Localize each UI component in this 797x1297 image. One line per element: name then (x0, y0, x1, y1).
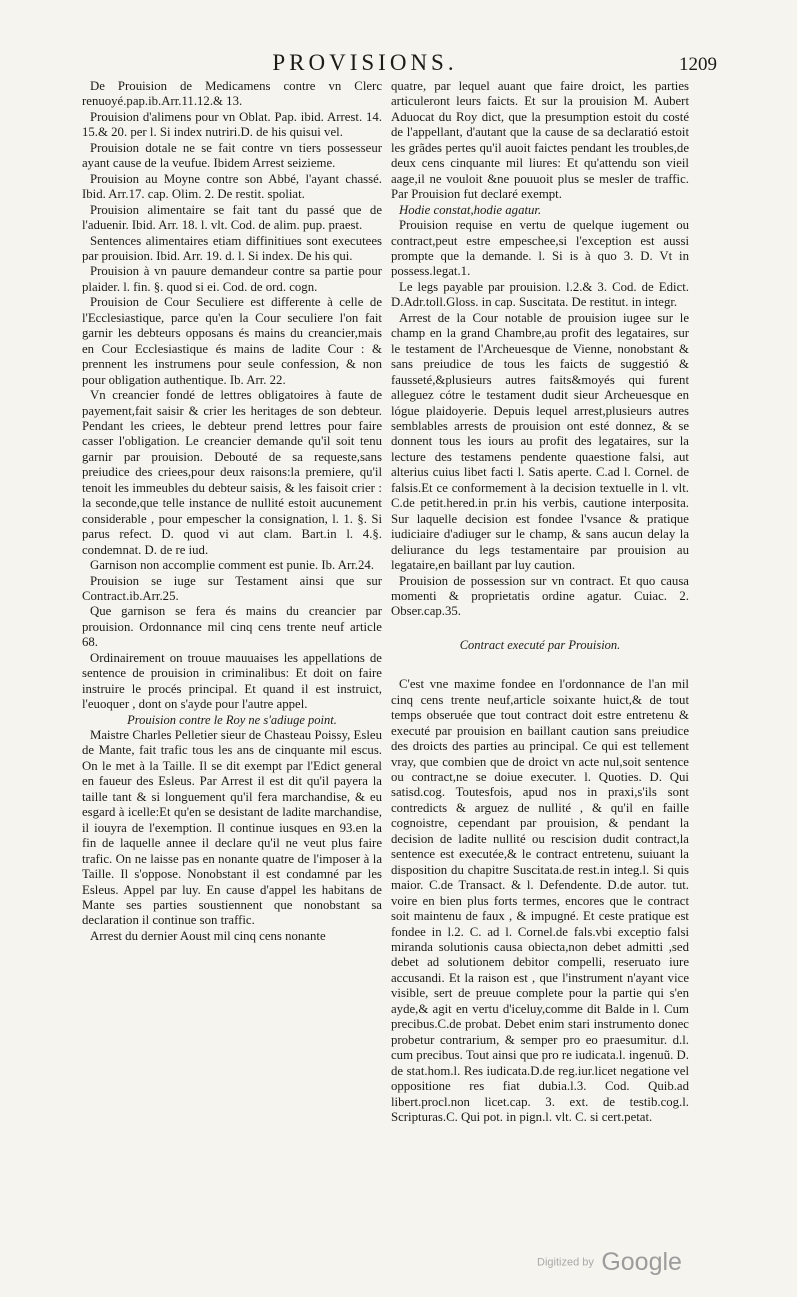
paragraph: Maistre Charles Pelletier sieur de Chasteau Poissy, Esleu de Mante, fait trafic tous les ans de cinquante mil escus. On le met à la Taille. Il se dit exempt par l'Edict general en faueur des Esleus. Par Arrest il est dit qu'il payera la taille tant & si longuement qu'il fera marchandise, & eu esgard à icelle:Et qu'en se desistant de ladite marchandise, il iouyra de l'exemption. Il continue iusques en 93.en la fin de laquelle annee il declare qu'il ne veut plus faire trafic. On ne laisse pas en nonante quatre de l'imposer à la Taille. Il s'oppose. Nonobstant il est condamné par les Esleus. Appel par luy. En cause d'appel les habitans de Mante ses parties soustiennent que nonobstant sa declaration il continue son traffic. (82, 728, 382, 928)
paragraph: Prouision requise en vertu de quelque iugement ou contract,peut estre empeschee,si l'exception est aussi prompte que la demande. l. Si is à quo 3. D. Vt in possess.legat.1. (391, 218, 689, 279)
paragraph: Prouision se iuge sur Testament ainsi que sur Contract.ib.Arr.25. (82, 573, 382, 603)
paragraph: Sentences alimentaires etiam diffinitiues sont executees par prouision. Ibid. Arr. 19. d. l. Si index. De his qui. (82, 233, 382, 263)
paragraph: quatre, par lequel auant que faire droict, les parties articuleront leurs faicts. Et sur la prouision M. Aubert Aduocat du Roy dict, que la presumption estoit du costé de l'appellant, d'autant que la cause de sa declaratió estoit les grãdes pertes qu'il auoit faictes pendant les troubles,de deux cens cinquante mil liures: Et qu'attendu son vieil aage,il ne vouloit &ne pouuoit plus se mesler de traffic. Par Prouision fut declaré exempt. (391, 79, 689, 202)
digitization-watermark (537, 1248, 682, 1277)
paragraph: Vn creancier fondé de lettres obligatoires à faute de payement,fait saisir & crier les heritages de son debteur. Pendant les criees, le debteur prend lettres pour faire casser l'obligation. Le creancier demande qu'il soit tenu garnir par prouision. Debouté de sa requeste,sans preiudice des criees,pour deux raisons:la premiere, qu'il tenoit les immeubles du debteur saisis, & les faisoit crier : la seconde,que telle instance de nullité estoit aucunement considerable , pour empescher la consignation, l. 1. §. Si parus refect. D. quod vi aut clam. Bart.in l. 4.§. condemnat. D. de re iud. (82, 388, 382, 557)
paragraph: Prouision à vn pauure demandeur contre sa partie pour plaider. l. fin. §. quod si ei. Cod. de ord. cogn. (82, 264, 382, 294)
paragraph: Prouision alimentaire se fait tant du passé que de l'aduenir. Ibid. Arr. 18. l. vlt. Cod. de alim. pup. praest. (82, 202, 382, 233)
paragraph: Prouision de Cour Seculiere est differente à celle de l'Ecclesiastique, parce qu'en la Cour seculiere l'on fait garnir les debteurs opposans és mains du creancier,mais en Cour Ecclesiastique és mains de ladite Cour : & prennent les instrumens pour seule confession, & non pour obligation authentique. Ib. Arr. 22. (82, 295, 382, 387)
paragraph: Prouision au Moyne contre son Abbé, l'ayant chassé. Ibid. Arr.17. cap. Olim. 2. De restit. spoliat. (82, 171, 382, 202)
running-title: PROVISIONS. (272, 50, 458, 75)
paragraph: Prouision de possession sur vn contract. Et quo causa momenti & proprietatis ordine agatur. Cuiac. 2. Obser.cap.35. (391, 573, 689, 619)
watermark-prefix: Digitized by (537, 1256, 594, 1269)
left-column (82, 79, 382, 944)
section-heading: Prouision contre le Roy ne s'adiuge point. (127, 712, 337, 727)
paragraph: Que garnison se fera és mains du creancier par prouision. Ordonnance mil cinq cens trente neuf article 68. (82, 604, 382, 650)
right-column (391, 79, 689, 1125)
paragraph: De Prouision de Medicamens contre vn Clerc renuoyé.pap.ib.Arr.11.12.& 13. (82, 79, 382, 109)
section-heading: Contract executé par Prouision. (459, 637, 621, 652)
paragraph: Prouision d'alimens pour vn Oblat. Pap. ibid. Arrest. 14. 15.& 20. per l. Si index nutriri.D. de his quisui vel. (82, 109, 382, 140)
page-number: 1209 (679, 54, 717, 75)
maxim-line: Hodie constat,hodie agatur. (399, 202, 542, 217)
paragraph: C'est vne maxime fondee en l'ordonnance de l'an mil cinq cens trente neuf,article soixante huict,& de tout temps obseruée que tout contract doit estre entretenu & executé par prouision en baillant caution sans preiudice des droicts des parties au principal. Ce qui est tellement vray, que combien que de droict vn acte nul,soit sentence ou contract,ne se doiue executer. l. Quoties. D. Qui satisd.cog. Toutesfois, apud nos in praxi,s'ils sont contredicts & arguez de nullité , & qu'il en faille cognoistre, cependant par prouision, & pendant la decision de ladite nullité ou rescision dudit contract,la sentence est executée,& le contract entretenu, suiuant la disposition du chapitre Suscitata.de rest.in integ.l. Si quis maior. C.de Transact. & l. Defendente. D.de autor. tut. voire en bien plus forts termes, encores que le contract soit maintenu de faux , & impugné. Et ceste pratique est fondee in l.2. C. ad l. Cornel.de fals.vbi exceptio falsi miranda solutionis causa obiecta,non debet admitti ,sed debet ad solutionem debitor compelli, reseruato iure accusandi. Et la raison est , que l'instrument n'ayant vice visible, sert de preuue complete pour la partie qui s'en ayde,& agit en vertu d'iceluy,comme dit Balde in l. Cum precibus.C.de probat. Debet enim stari instrumento donec probetur contrarium, & semper pro eo praesumitur. d.l. cum precibus. Tout ainsi que pro re iudicata.l. ingenuũ. D. de stat.hom.l. Res iudicata.D.de reg.iur.licet negatione vel oppositione res fiat dubia.l.3. Cod. Quib.ad libert.procl.non licet.cap. 3. ext. de testib.cog.l. Scripturas.C. Qui pot. in pign.l. vlt. C. si cert.petat. (391, 677, 689, 1124)
paragraph: Arrest du dernier Aoust mil cinq cens nonante (90, 928, 326, 943)
paragraph: Prouision dotale ne se fait contre vn tiers possesseur ayant cause de la veufue. Ibidem Arrest seizieme. (82, 140, 382, 171)
google-logo: Google (601, 1248, 682, 1276)
paragraph: Garnison non accomplie comment est punie. Ib. Arr.24. (90, 558, 374, 573)
paragraph: Le legs payable par prouision. l.2.& 3. Cod. de Edict. D.Adr.toll.Gloss. in cap. Suscitata. De restitut. in integr. (391, 279, 689, 310)
paragraph: Arrest de la Cour notable de prouision iugee sur le champ en la grand Chambre,au profit des legataires, sur le testament de l'Archeuesque de Vienne, nonobstant & sans preiudice de tous les faicts de suggestió & fausseté,&plusieurs autres faits&moyés qui furent alleguez cótre le testament dudit sieur Archeuesque en lógue plaidoyerie. Depuis lequel arrest,plusieurs autres semblables arrests de prouision ont esté donnez, & se donnent tous les iours au profit des legataires, sur la lecture des testamens pendente quaestione falsi, aut alterius cuius libet facti l. Satis aperte. C.ad l. Cornel. de falsis.Et ce conformement à la decision textuelle in l. vlt. C.de petit.hered.in pr.in his verbis, cautione interposita. Sur laquelle decision est fondee l'vsance & pratique iudiciaire d'adiuger sur le champ, & sans aucun delay la deliurance du legs testamentaire par prouision au legataire,en baillant par luy caution. (391, 310, 689, 573)
paragraph: Ordinairement on trouue mauuaises les appellations de sentence de prouision in criminalibus: Et doit on faire instruire le procés principal. Et quand il est instruict, l'euoquer , dont on s'ayde pour l'autre appel. (82, 650, 382, 712)
